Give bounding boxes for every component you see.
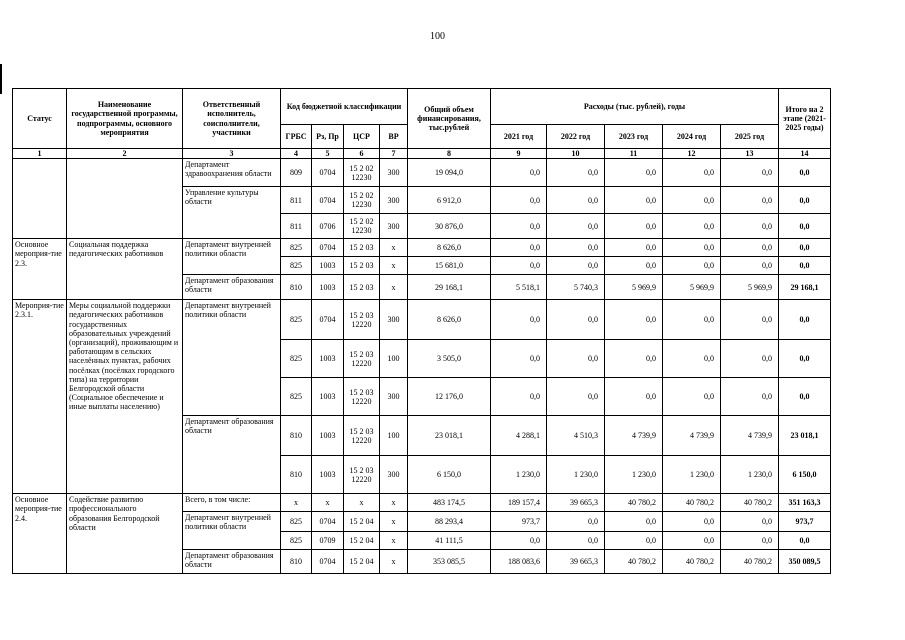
total-cell: 8 626,0 xyxy=(408,239,491,257)
name-cell: Меры социальной поддержки педагогических работников государственных образовательных учреждений (организаций), проживающим и работающим в сельских населённых пунктах, рабочих посёлках (посёлках городского типа) на территории Белгородской области (Социальное обеспечение и иные выплаты населению) xyxy=(67,300,183,494)
col-number: 6 xyxy=(344,149,380,159)
vr-cell: 300 xyxy=(380,456,408,494)
table-row xyxy=(13,239,831,257)
itogo-cell: 0,0 xyxy=(779,214,831,239)
itogo-cell: 350 089,5 xyxy=(779,550,831,574)
y2025-cell: 0,0 xyxy=(721,257,779,275)
name-cell: Содействие развитию профессионального образования Белгородской области xyxy=(67,494,183,574)
rzpr-cell: 1003 xyxy=(312,456,344,494)
grbs-cell: 825 xyxy=(281,257,312,275)
y2024-cell: 40 780,2 xyxy=(663,494,721,512)
header-2022: 2022 год xyxy=(547,125,605,149)
y2025-cell: 0,0 xyxy=(721,159,779,187)
y2021-cell: 5 518,1 xyxy=(491,275,547,300)
vr-cell: 300 xyxy=(380,159,408,187)
vr-cell: х xyxy=(380,257,408,275)
csr-cell: 15 2 04 xyxy=(344,512,380,532)
executor-cell: Департамент образования области xyxy=(183,275,281,300)
executor-cell: Департамент внутренней политики области xyxy=(183,512,281,550)
left-edge-mark xyxy=(0,64,2,94)
total-cell: 29 168,1 xyxy=(408,275,491,300)
total-cell: 15 681,0 xyxy=(408,257,491,275)
vr-cell: х xyxy=(380,275,408,300)
y2025-cell: 0,0 xyxy=(721,512,779,532)
header-2023: 2023 год xyxy=(605,125,663,149)
y2021-cell: 1 230,0 xyxy=(491,456,547,494)
header-status: Статус xyxy=(13,89,67,149)
csr-cell: 15 2 03 12220 xyxy=(344,378,380,416)
header-total-funding: Общий объем финансирования, тыс.рублей xyxy=(408,89,491,149)
y2023-cell: 0,0 xyxy=(605,239,663,257)
y2022-cell: 0,0 xyxy=(547,512,605,532)
csr-cell: 15 2 02 12230 xyxy=(344,159,380,187)
total-cell: 483 174,5 xyxy=(408,494,491,512)
y2021-cell: 0,0 xyxy=(491,159,547,187)
grbs-cell: 811 xyxy=(281,187,312,214)
csr-cell: 15 2 03 xyxy=(344,257,380,275)
total-cell: 88 293,4 xyxy=(408,512,491,532)
y2025-cell: 40 780,2 xyxy=(721,494,779,512)
col-number: 13 xyxy=(721,149,779,159)
csr-cell: 15 2 03 12220 xyxy=(344,416,380,456)
grbs-cell: 809 xyxy=(281,159,312,187)
vr-cell: 300 xyxy=(380,187,408,214)
vr-cell: 300 xyxy=(380,300,408,340)
header-budget-code: Код бюджетной классификации xyxy=(281,89,408,125)
col-number: 10 xyxy=(547,149,605,159)
y2024-cell: 0,0 xyxy=(663,159,721,187)
rzpr-cell: 0704 xyxy=(312,187,344,214)
y2021-cell: 189 157,4 xyxy=(491,494,547,512)
itogo-cell: 0,0 xyxy=(779,532,831,550)
csr-cell: 15 2 03 12220 xyxy=(344,456,380,494)
rzpr-cell: 1003 xyxy=(312,275,344,300)
y2022-cell: 0,0 xyxy=(547,300,605,340)
rzpr-cell: 0704 xyxy=(312,512,344,532)
vr-cell: 100 xyxy=(380,340,408,378)
itogo-cell: 0,0 xyxy=(779,340,831,378)
header-rzpr: Рз, Пр xyxy=(312,125,344,149)
grbs-cell: 810 xyxy=(281,275,312,300)
grbs-cell: 825 xyxy=(281,300,312,340)
itogo-cell: 0,0 xyxy=(779,187,831,214)
grbs-cell: 810 xyxy=(281,550,312,574)
grbs-cell: 825 xyxy=(281,340,312,378)
y2025-cell: 0,0 xyxy=(721,214,779,239)
header-2021: 2021 год xyxy=(491,125,547,149)
header-name: Наименование государственной программы, подпрограммы, основного мероприятия xyxy=(67,89,183,149)
y2025-cell: 0,0 xyxy=(721,239,779,257)
y2025-cell: 0,0 xyxy=(721,340,779,378)
y2024-cell: 0,0 xyxy=(663,239,721,257)
y2022-cell: 0,0 xyxy=(547,257,605,275)
y2024-cell: 0,0 xyxy=(663,187,721,214)
total-cell: 23 018,1 xyxy=(408,416,491,456)
y2022-cell: 0,0 xyxy=(547,532,605,550)
rzpr-cell: 1003 xyxy=(312,257,344,275)
y2023-cell: 0,0 xyxy=(605,340,663,378)
y2023-cell: 40 780,2 xyxy=(605,550,663,574)
y2021-cell: 0,0 xyxy=(491,214,547,239)
status-cell: Основное мероприя-тие 2.4. xyxy=(13,494,67,574)
vr-cell: х xyxy=(380,550,408,574)
y2021-cell: 188 083,6 xyxy=(491,550,547,574)
total-cell: 8 626,0 xyxy=(408,300,491,340)
executor-cell: Всего, в том числе: xyxy=(183,494,281,512)
itogo-cell: 0,0 xyxy=(779,159,831,187)
y2024-cell: 0,0 xyxy=(663,532,721,550)
header-csr: ЦСР xyxy=(344,125,380,149)
itogo-cell: 973,7 xyxy=(779,512,831,532)
col-number: 4 xyxy=(281,149,312,159)
column-number-row xyxy=(13,149,831,159)
header-2025: 2025 год xyxy=(721,125,779,149)
y2024-cell: 0,0 xyxy=(663,300,721,340)
y2025-cell: 0,0 xyxy=(721,187,779,214)
csr-cell: 15 2 04 xyxy=(344,550,380,574)
executor-cell: Департамент образования области xyxy=(183,550,281,574)
csr-cell: 15 2 02 12230 xyxy=(344,214,380,239)
executor-cell: Департамент внутренней политики области xyxy=(183,300,281,416)
col-number: 2 xyxy=(67,149,183,159)
col-number: 1 xyxy=(13,149,67,159)
status-cell: Основное мероприя-тие 2.3. xyxy=(13,239,67,300)
table-row xyxy=(13,159,831,187)
y2021-cell: 0,0 xyxy=(491,532,547,550)
status-cell xyxy=(13,159,67,239)
grbs-cell: 811 xyxy=(281,214,312,239)
y2024-cell: 40 780,2 xyxy=(663,550,721,574)
grbs-cell: 810 xyxy=(281,416,312,456)
y2025-cell: 0,0 xyxy=(721,378,779,416)
y2022-cell: 0,0 xyxy=(547,159,605,187)
executor-cell: Департамент здравоохранения области xyxy=(183,159,281,187)
y2025-cell: 0,0 xyxy=(721,300,779,340)
y2021-cell: 0,0 xyxy=(491,239,547,257)
grbs-cell: 825 xyxy=(281,532,312,550)
rzpr-cell: 1003 xyxy=(312,378,344,416)
total-cell: 30 876,0 xyxy=(408,214,491,239)
vr-cell: х xyxy=(380,494,408,512)
y2021-cell: 973,7 xyxy=(491,512,547,532)
col-number: 14 xyxy=(779,149,831,159)
csr-cell: 15 2 03 xyxy=(344,275,380,300)
itogo-cell: 351 163,3 xyxy=(779,494,831,512)
rzpr-cell: 0709 xyxy=(312,532,344,550)
itogo-cell: 6 150,0 xyxy=(779,456,831,494)
rzpr-cell: 1003 xyxy=(312,416,344,456)
total-cell: 3 505,0 xyxy=(408,340,491,378)
col-number: 5 xyxy=(312,149,344,159)
csr-cell: х xyxy=(344,494,380,512)
y2023-cell: 0,0 xyxy=(605,159,663,187)
vr-cell: 100 xyxy=(380,416,408,456)
header-grbs: ГРБС xyxy=(281,125,312,149)
total-cell: 19 094,0 xyxy=(408,159,491,187)
col-number: 3 xyxy=(183,149,281,159)
executor-cell: Департамент внутренней политики области xyxy=(183,239,281,275)
itogo-cell: 0,0 xyxy=(779,300,831,340)
vr-cell: х xyxy=(380,239,408,257)
grbs-cell: х xyxy=(281,494,312,512)
y2024-cell: 0,0 xyxy=(663,214,721,239)
col-number: 9 xyxy=(491,149,547,159)
csr-cell: 15 2 03 xyxy=(344,239,380,257)
y2021-cell: 4 288,1 xyxy=(491,416,547,456)
name-cell: Социальная поддержка педагогических работников xyxy=(67,239,183,300)
total-cell: 6 912,0 xyxy=(408,187,491,214)
itogo-cell: 0,0 xyxy=(779,257,831,275)
y2023-cell: 0,0 xyxy=(605,532,663,550)
y2022-cell: 0,0 xyxy=(547,378,605,416)
itogo-cell: 0,0 xyxy=(779,239,831,257)
csr-cell: 15 2 04 xyxy=(344,532,380,550)
y2022-cell: 0,0 xyxy=(547,340,605,378)
col-number: 11 xyxy=(605,149,663,159)
header-2024: 2024 год xyxy=(663,125,721,149)
y2021-cell: 0,0 xyxy=(491,187,547,214)
rzpr-cell: 0704 xyxy=(312,239,344,257)
table-row xyxy=(13,300,831,340)
rzpr-cell: 0704 xyxy=(312,550,344,574)
y2023-cell: 5 969,9 xyxy=(605,275,663,300)
y2023-cell: 0,0 xyxy=(605,300,663,340)
grbs-cell: 825 xyxy=(281,378,312,416)
csr-cell: 15 2 03 12220 xyxy=(344,340,380,378)
total-cell: 353 085,5 xyxy=(408,550,491,574)
y2022-cell: 0,0 xyxy=(547,214,605,239)
grbs-cell: 825 xyxy=(281,239,312,257)
total-cell: 41 111,5 xyxy=(408,532,491,550)
y2023-cell: 0,0 xyxy=(605,378,663,416)
col-number: 12 xyxy=(663,149,721,159)
y2022-cell: 0,0 xyxy=(547,187,605,214)
budget-table xyxy=(12,88,831,574)
grbs-cell: 810 xyxy=(281,456,312,494)
header-vr: ВР xyxy=(380,125,408,149)
y2024-cell: 1 230,0 xyxy=(663,456,721,494)
y2022-cell: 4 510,3 xyxy=(547,416,605,456)
y2023-cell: 0,0 xyxy=(605,512,663,532)
y2021-cell: 0,0 xyxy=(491,300,547,340)
executor-cell: Департамент образования области xyxy=(183,416,281,494)
y2022-cell: 39 665,3 xyxy=(547,550,605,574)
page-number: 100 xyxy=(430,31,445,42)
csr-cell: 15 2 03 12220 xyxy=(344,300,380,340)
y2025-cell: 40 780,2 xyxy=(721,550,779,574)
rzpr-cell: х xyxy=(312,494,344,512)
total-cell: 12 176,0 xyxy=(408,378,491,416)
csr-cell: 15 2 02 12230 xyxy=(344,187,380,214)
y2024-cell: 0,0 xyxy=(663,340,721,378)
y2024-cell: 0,0 xyxy=(663,512,721,532)
y2023-cell: 0,0 xyxy=(605,257,663,275)
y2025-cell: 1 230,0 xyxy=(721,456,779,494)
header-executor: Ответственный исполнитель, соисполнители, участники xyxy=(183,89,281,149)
header-expenses: Расходы (тыс. рублей), годы xyxy=(491,89,779,125)
y2023-cell: 40 780,2 xyxy=(605,494,663,512)
grbs-cell: 825 xyxy=(281,512,312,532)
status-cell: Мероприя-тие 2.3.1. xyxy=(13,300,67,494)
col-number: 7 xyxy=(380,149,408,159)
vr-cell: х xyxy=(380,532,408,550)
y2024-cell: 0,0 xyxy=(663,257,721,275)
y2024-cell: 4 739,9 xyxy=(663,416,721,456)
y2022-cell: 0,0 xyxy=(547,239,605,257)
rzpr-cell: 0704 xyxy=(312,300,344,340)
itogo-cell: 0,0 xyxy=(779,378,831,416)
y2022-cell: 5 740,3 xyxy=(547,275,605,300)
y2022-cell: 39 665,3 xyxy=(547,494,605,512)
y2023-cell: 1 230,0 xyxy=(605,456,663,494)
vr-cell: х xyxy=(380,512,408,532)
y2023-cell: 0,0 xyxy=(605,214,663,239)
y2021-cell: 0,0 xyxy=(491,257,547,275)
y2024-cell: 5 969,9 xyxy=(663,275,721,300)
vr-cell: 300 xyxy=(380,214,408,239)
y2021-cell: 0,0 xyxy=(491,340,547,378)
y2023-cell: 4 739,9 xyxy=(605,416,663,456)
y2023-cell: 0,0 xyxy=(605,187,663,214)
y2025-cell: 0,0 xyxy=(721,532,779,550)
col-number: 8 xyxy=(408,149,491,159)
rzpr-cell: 1003 xyxy=(312,340,344,378)
vr-cell: 300 xyxy=(380,378,408,416)
rzpr-cell: 0704 xyxy=(312,159,344,187)
total-cell: 6 150,0 xyxy=(408,456,491,494)
y2025-cell: 4 739,9 xyxy=(721,416,779,456)
y2021-cell: 0,0 xyxy=(491,378,547,416)
rzpr-cell: 0706 xyxy=(312,214,344,239)
executor-cell: Управление культуры области xyxy=(183,187,281,239)
y2024-cell: 0,0 xyxy=(663,378,721,416)
itogo-cell: 23 018,1 xyxy=(779,416,831,456)
y2025-cell: 5 969,9 xyxy=(721,275,779,300)
name-cell xyxy=(67,159,183,239)
itogo-cell: 29 168,1 xyxy=(779,275,831,300)
table-row xyxy=(13,494,831,512)
header-stage-total: Итого на 2 этапе (2021-2025 годы) xyxy=(779,89,831,149)
y2022-cell: 1 230,0 xyxy=(547,456,605,494)
